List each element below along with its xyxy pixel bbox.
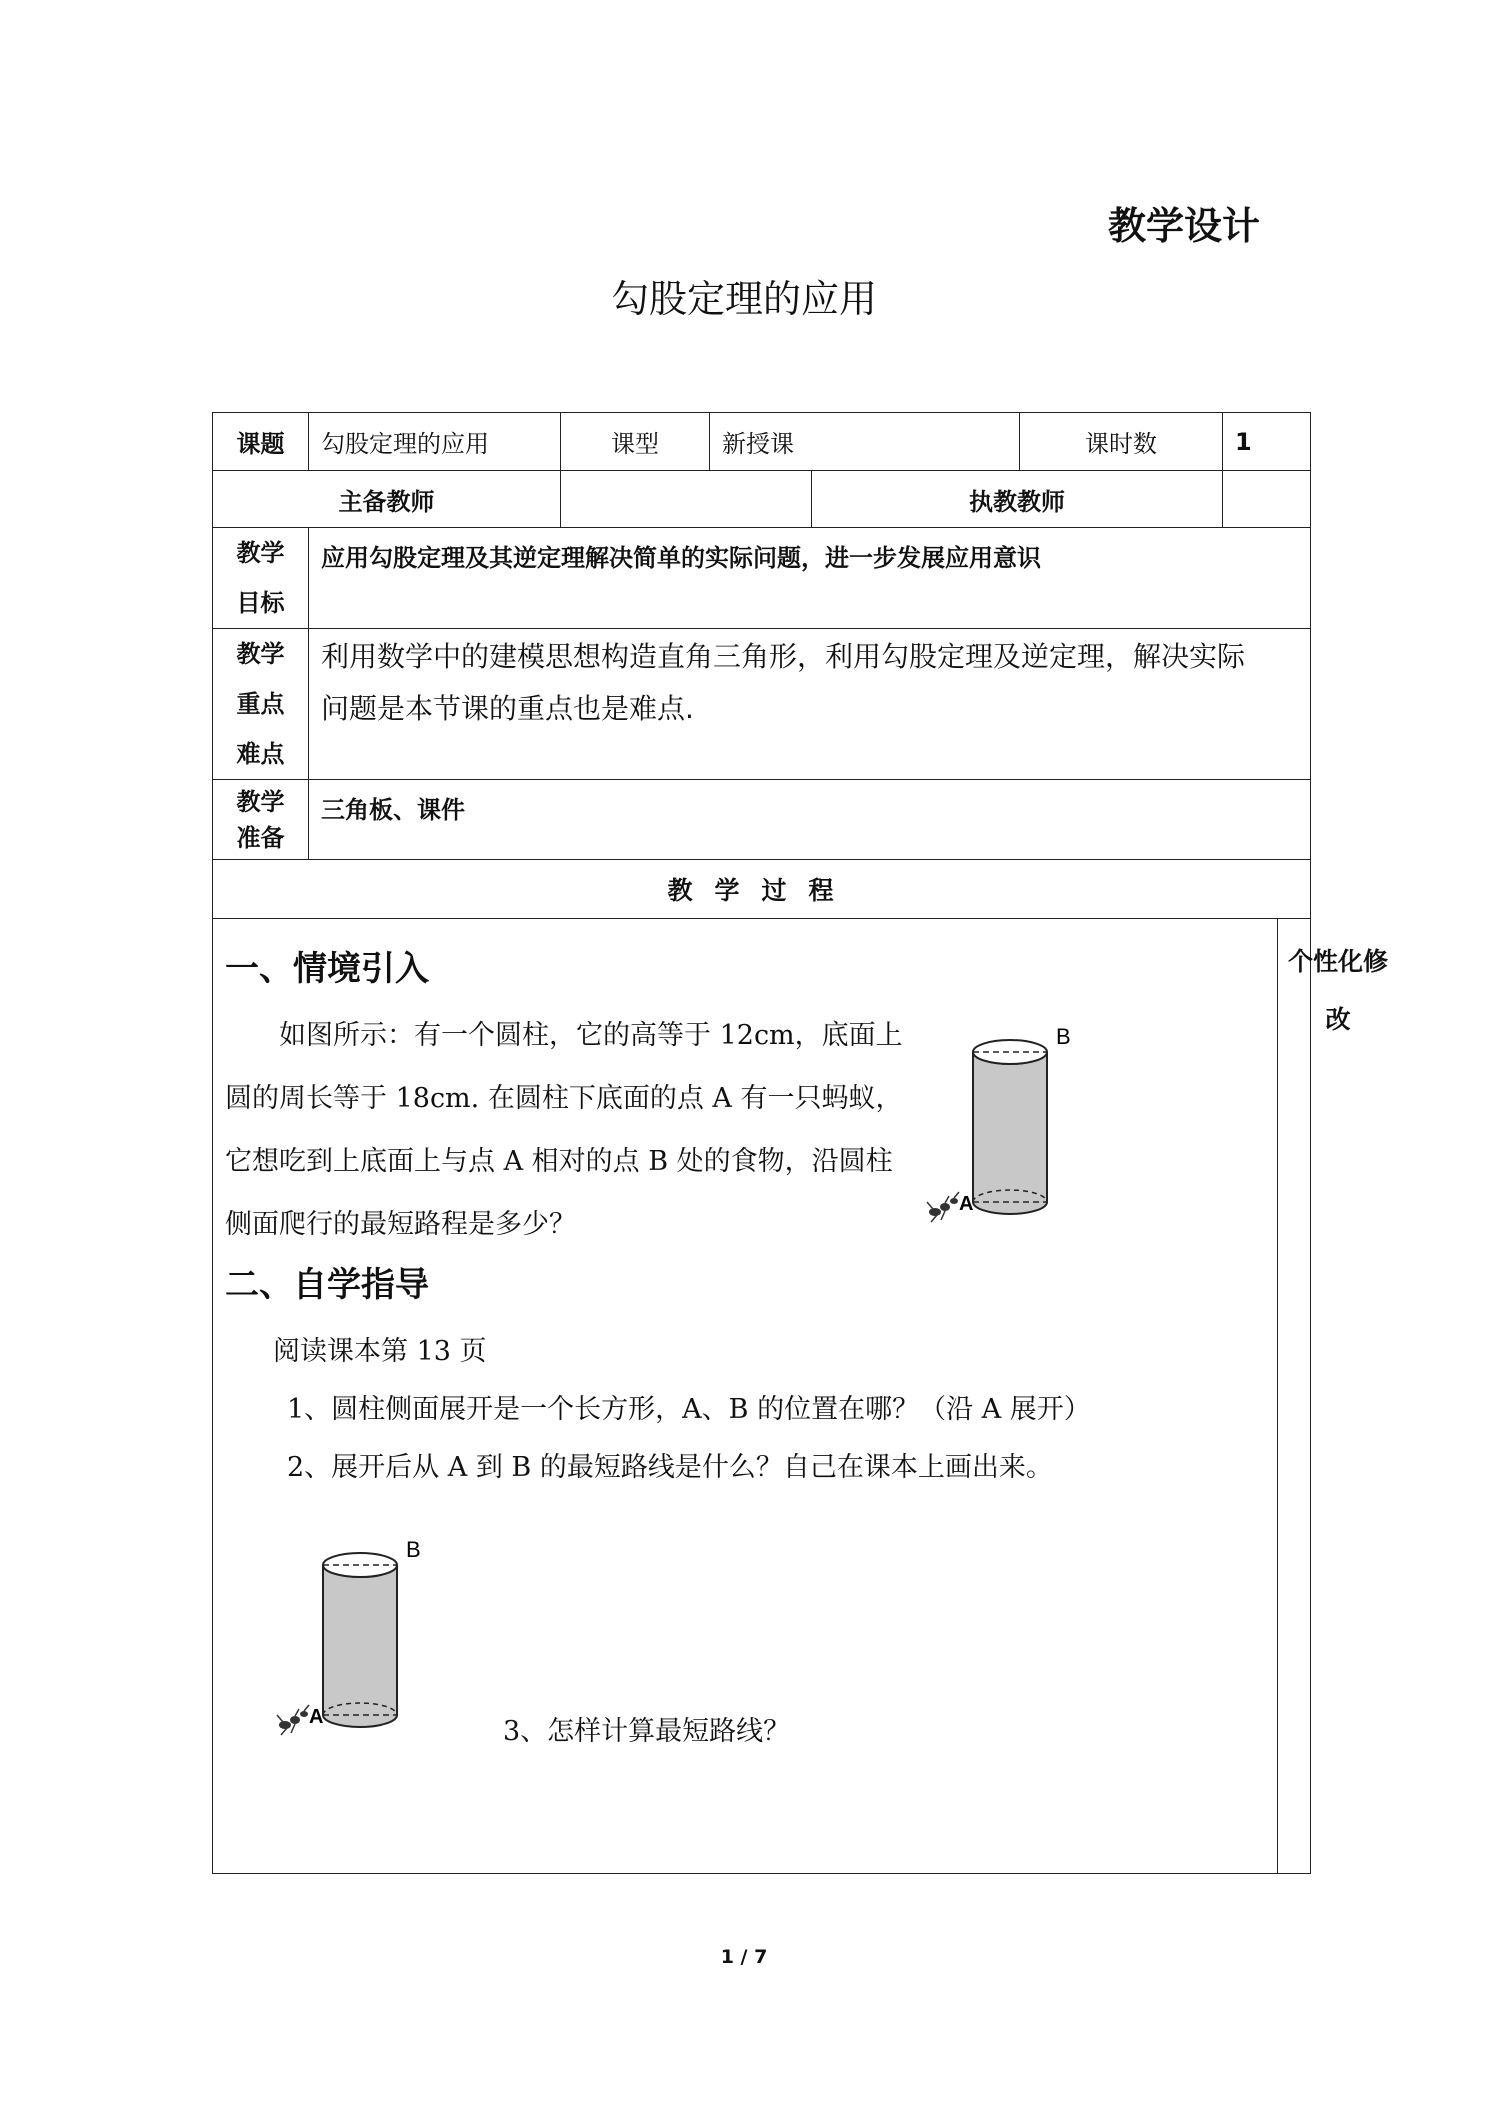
point-b-label: B (1056, 1024, 1071, 1049)
lead-teacher-label: 主备教师 (213, 471, 561, 528)
section1-heading: 一、情境引入 (225, 949, 429, 989)
type-label: 课型 (561, 413, 710, 471)
process-heading: 教学过程 (213, 860, 1311, 919)
document-title: 勾股定理的应用 (610, 277, 877, 321)
hours-value: 1 (1223, 413, 1311, 471)
prep-text: 三角板、课件 (309, 780, 1311, 860)
teacher-value (1223, 471, 1311, 528)
cylinder-figure-1 (923, 1024, 1093, 1224)
question-2: 2、展开后从 A 到 B 的最短路线是什么？自己在课本上画出来。 (287, 1452, 1053, 1483)
topic-label: 课题 (213, 413, 309, 471)
hours-label: 课时数 (1020, 413, 1223, 471)
process-side (1278, 919, 1388, 1874)
point-a-label: A (309, 1706, 324, 1728)
reading-assignment: 阅读课本第 13 页 (273, 1336, 487, 1367)
section1-paragraph: 如图所示：有一个圆柱，它的高等于 12cm，底面上圆的周长等于 18cm. 在圆柱下底面的点 A 有一只蚂蚁，它想吃到上底面上与点 A 相对的点 B 处的食物，沿圆柱侧面爬行的最短路程是多少？ (225, 1020, 903, 1240)
goals-text: 应用勾股定理及其逆定理解决简单的实际问题，进一步发展应用意识 (309, 528, 1311, 629)
lead-teacher-value (561, 471, 812, 528)
keypoints-label: 教学 重点 难点 (213, 629, 309, 780)
document-type: 教学设计 (1108, 204, 1261, 248)
type-value: 新授课 (710, 413, 1020, 471)
keypoints-text: 利用数学中的建模思想构造直角三角形，利用勾股定理及逆定理，解决实际 问题是本节课的重点也是难点. (309, 629, 1311, 780)
goals-label: 教学 目标 (213, 528, 309, 629)
question-3: 3、怎样计算最短路线？ (503, 1716, 791, 1747)
lesson-plan-table (212, 412, 1388, 1874)
teacher-label: 执教教师 (812, 471, 1223, 528)
section2-heading: 二、自学指导 (225, 1265, 429, 1305)
prep-label: 教学 准备 (213, 780, 309, 860)
personalized-edit-note: 个性化修 改 (1287, 947, 1388, 1034)
question-1: 1、圆柱侧面展开是一个长方形，A、B 的位置在哪？（沿 A 展开） (287, 1394, 1091, 1425)
cylinder-figure-2 (273, 1537, 443, 1737)
ant-icon (927, 1192, 959, 1222)
topic-value: 勾股定理的应用 (309, 413, 561, 471)
ant-icon (277, 1705, 309, 1735)
page-number: 1 / 7 (720, 1946, 768, 1968)
point-a-label: A (959, 1193, 974, 1215)
process-main (213, 919, 1278, 1874)
point-b-label: B (406, 1537, 421, 1562)
